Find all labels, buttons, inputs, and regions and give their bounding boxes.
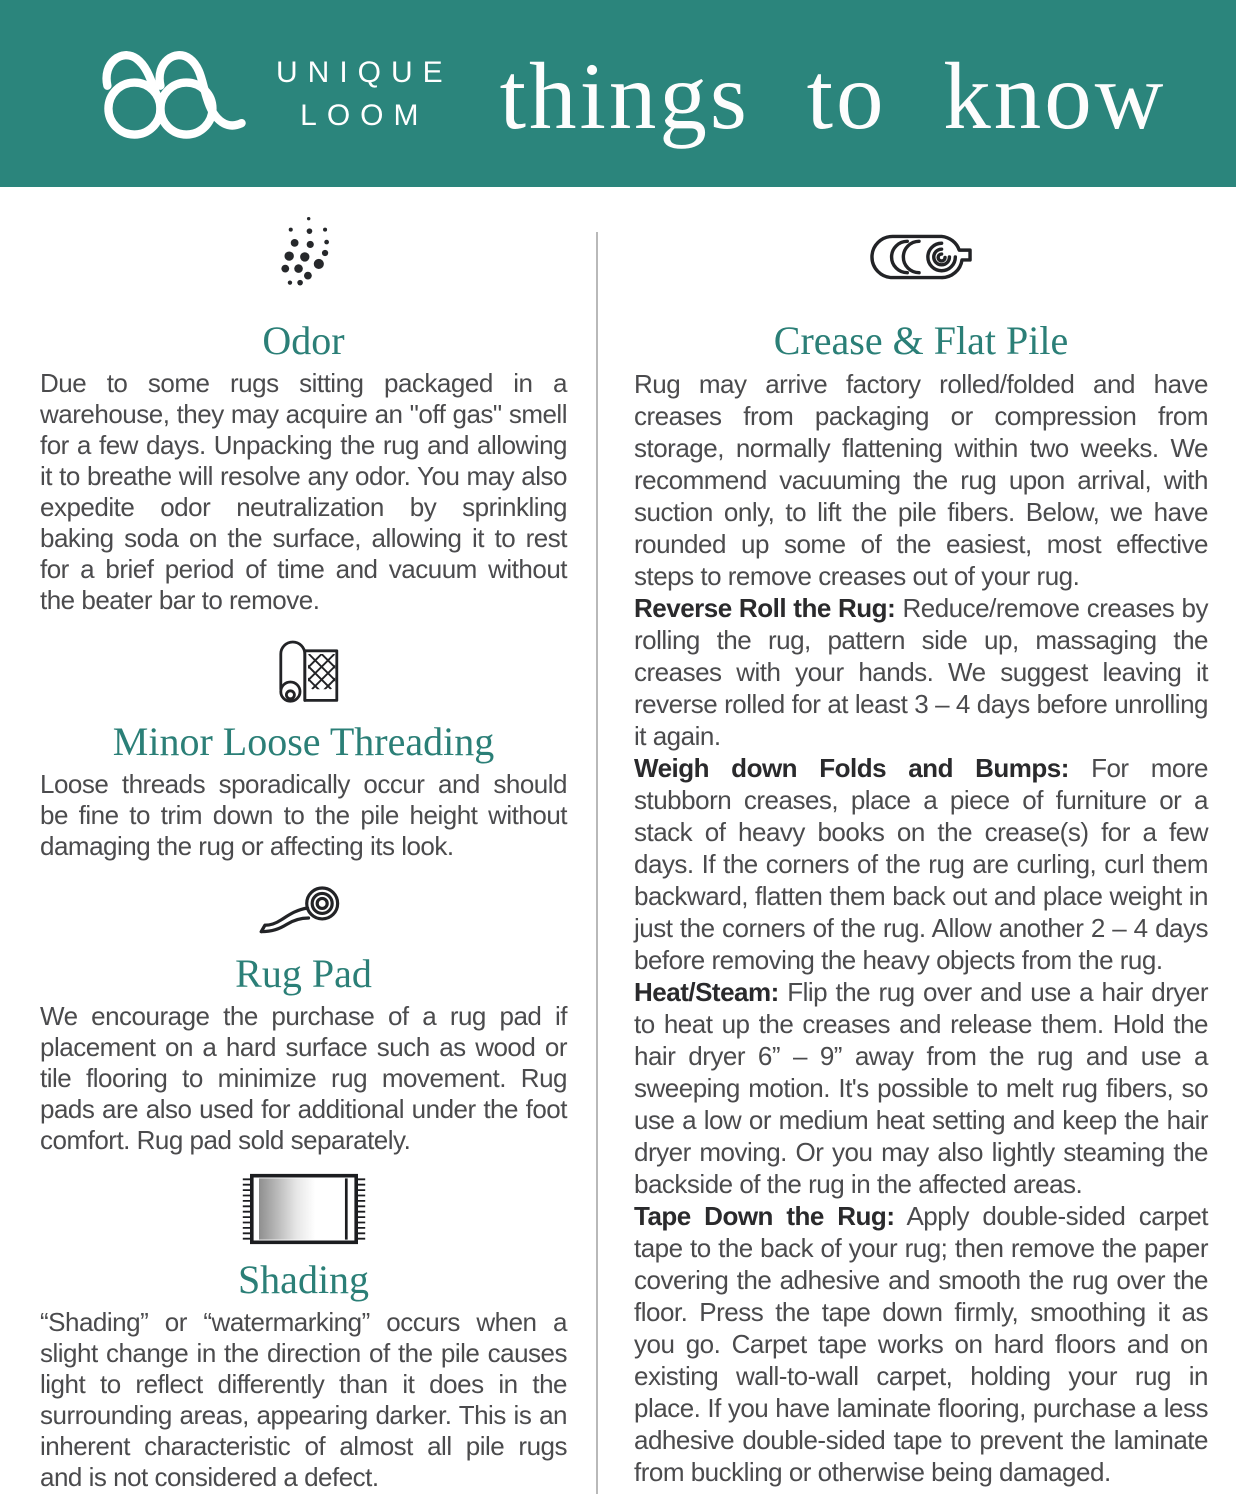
section-threading	[40, 630, 567, 862]
tip-reverse-roll	[634, 592, 1208, 752]
page-title: things to know	[499, 43, 1167, 149]
tip-heat-steam	[634, 976, 1208, 1200]
right-column	[634, 187, 1208, 1488]
rolled-rug-side-icon	[870, 233, 972, 281]
brand-wordmark	[266, 51, 453, 137]
section-heading-rugpad: Rug Pad	[235, 951, 372, 996]
shaded-rug-icon	[241, 1172, 367, 1246]
odor-particles-icon	[265, 209, 343, 297]
section-heading-shading: Shading	[237, 1257, 370, 1302]
tip-label-weigh-down: Weigh down Folds and Bumps:	[634, 753, 1069, 783]
tip-label-heat-steam: Heat/Steam:	[634, 977, 779, 1007]
brand-line-loom: LOOM	[300, 99, 429, 132]
tip-text-weigh-down: For more stubborn creases, place a piece of furniture or a stack of heavy books on the crease(s) for a few days. If the corners of the rug are curling, curl them backward, flatten them back out and place weight in just the corners of the rug. Allow another 2 – 4 days before removing the heavy objects from the rug.	[634, 753, 1208, 975]
section-crease	[634, 233, 1208, 1488]
section-heading-threading: Minor Loose Threading	[112, 719, 495, 764]
tip-text-tape-down: Apply double-sided carpet tape to the back of your rug; then remove the paper covering the adhesive and smooth the rug over the floor. Press the tape down firmly, smoothing it as you go. Carpet tape works on hard floors and on existing wall-to-wall carpet, holding your rug in place. If you have laminate flooring, purchase a less adhesive double-sided tape to prevent the laminate from buckling or otherwise being damaged.	[634, 1201, 1208, 1487]
section-body-shading: “Shading” or “watermarking” occurs when a slight change in the direction of the pile causes light to reflect differently than it does in the surrounding areas, appearing darker. This is an inherent characteristic of almost all pile rugs and is not considered a defect.	[40, 1307, 567, 1492]
section-shading	[40, 1172, 567, 1493]
section-heading-crease: Crease & Flat Pile	[773, 318, 1069, 363]
brand-logo	[96, 42, 453, 146]
tip-text-reverse-roll: Reduce/remove creases by rolling the rug, pattern side up, massaging the creases with your hands. We suggest leaving it reverse rolled for at least 3 – 4 days before unrolling it again.	[634, 593, 1209, 751]
section-odor	[40, 209, 567, 616]
brand-line-unique: UNIQUE	[276, 56, 453, 89]
section-body-rugpad: We encourage the purchase of a rug pad if placement on a hard surface such as wood or tile flooring to minimize rug movement. Rug pads are also used for additional under the foot comfort. Rug pad sold separately.	[40, 1001, 567, 1155]
left-column	[40, 187, 567, 1493]
section-body-crease-intro: Rug may arrive factory rolled/folded and have creases from packaging or compression from storage, normally flattening within two weeks. We recommend vacuuming the rug upon arrival, with suction only, to lift the pile fibers. Below, we have rounded up some of the easiest, most effective steps to remove creases out of your rug.	[634, 369, 1208, 591]
section-rugpad	[40, 878, 567, 1156]
tip-tape-down	[634, 1200, 1208, 1488]
unique-loom-logo-icon	[96, 42, 254, 146]
tip-weigh-down	[634, 752, 1208, 976]
rolled-rug-corner-icon	[263, 630, 345, 710]
section-body-threading: Loose threads sporadically occur and should be fine to trim down to the pile height without damaging the rug or affecting its look.	[40, 769, 567, 861]
tip-label-reverse-roll: Reverse Roll the Rug:	[634, 593, 896, 623]
tip-text-heat-steam: Flip the rug over and use a hair dryer to heat up the creases and release them. Hold the hair dryer 6” – 9” away from the rug and use a sweeping motion. It's possible to melt rug fibers, so use a low or medium heat setting and keep the hair dryer moving. Or you may also lightly steaming the backside of the rug in the affected areas.	[634, 977, 1208, 1199]
tip-label-tape-down: Tape Down the Rug:	[634, 1201, 895, 1231]
section-body-odor: Due to some rugs sitting packaged in a warehouse, they may acquire an "off gas" smell for a few days. Unpacking the rug and allowing it to breathe will resolve any odor. You may also expedite odor neutralization by sprinkling baking soda on the surface, allowing it to rest for a brief period of time and vacuum without the beater bar to remove.	[40, 368, 567, 615]
rug-pad-roll-icon	[254, 878, 354, 938]
column-divider	[596, 232, 598, 1494]
header-banner	[0, 0, 1236, 187]
section-heading-odor: Odor	[262, 318, 345, 363]
